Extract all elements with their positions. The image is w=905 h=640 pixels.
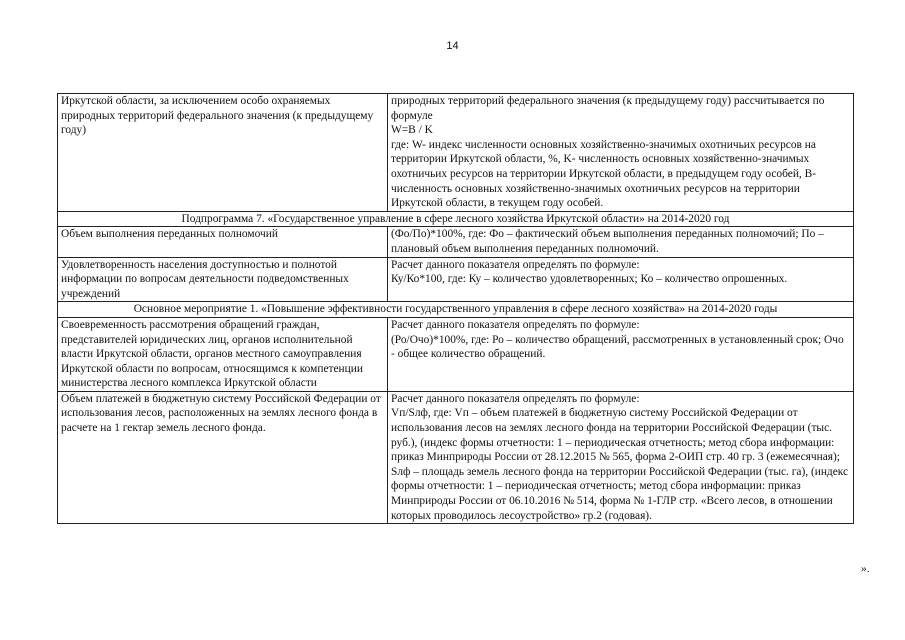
formula-text: (Ро/Очо)*100%, где: Ро – количество обращений, рассмотренных в установленный срок; Очо - общее количество обращений. xyxy=(391,333,844,361)
formula-expression: W=B / K xyxy=(391,124,433,137)
formula-text: Sлф – площадь земель лесного фонда на территории Российской Федерации (тыс. га), (индекс формы отчетности: 1 – периодическая отчетность; метод сбора информации: приказ Минприроды России от 06.10.2016 № 514, форма № 1-ГЛР стр. «Всего лесов, в отношении которых проводилось лесоустройство» гр.2 (годовая). xyxy=(391,465,849,522)
table-row xyxy=(58,94,854,212)
section-row xyxy=(58,211,854,227)
indicator-name-cell: Иркутской области, за исключением особо охраняемых природных территорий федерального значения (к предыдущему году) xyxy=(58,94,388,212)
indicator-name-cell: Объем выполнения переданных полномочий xyxy=(58,227,388,257)
indicator-name-cell: Объем платежей в бюджетную систему Российской Федерации от использования лесов, расположенных на землях лесного фонда в расчете на 1 гектар земель лесного фонда. xyxy=(58,391,388,523)
formula-text: Расчет данного показателя определять по формуле: xyxy=(391,318,640,331)
formula-cell xyxy=(388,317,854,391)
formula-cell xyxy=(388,391,854,523)
subprogram-heading: Подпрограмма 7. «Государственное управление в сфере лесного хозяйства Иркутской области» на 2014-2020 год xyxy=(58,211,854,227)
formula-cell xyxy=(388,94,854,212)
closing-quote-mark: ». xyxy=(861,563,870,575)
main-activity-heading: Основное мероприятие 1. «Повышение эффективности государственного управления в сфере лесного хозяйства» на 2014-2020 годы xyxy=(58,302,854,318)
table-row xyxy=(58,227,854,257)
indicator-table xyxy=(57,93,854,524)
indicator-name-cell: Удовлетворенность населения доступностью и полнотой информации по вопросам деятельности подведомственных учреждений xyxy=(58,257,388,302)
table-row xyxy=(58,391,854,523)
formula-text: Расчет данного показателя определять по формуле: xyxy=(391,258,640,271)
formula-text: Ку/Ко*100, где: Ку – количество удовлетворенных; Ко – количество опрошенных. xyxy=(391,273,788,286)
indicator-name-cell: Своевременность рассмотрения обращений граждан, представителей юридических лиц, органов исполнительной власти Иркутской области, органов местного самоуправления Иркутской области по вопросам, относящимся к компетенции министерства лесного комплекса Иркутской области xyxy=(58,317,388,391)
formula-text: (Фо/По)*100%, где: Фо – фактический объем выполнения переданных полномочий; По – плановый объем выполнения переданных полномочий. xyxy=(391,228,824,255)
formula-text: где: W- индекс численности основных хозяйственно-значимых охотничьих ресурсов на территории Иркутской области, %, K- численность основных хозяйственно-значимых охотничьих ресурсов на территории Иркутской области, в предыдущем году особей, B- численность основных хозяйственно-значимых охотничьих ресурсов на территории Иркутской области, в текущем году особей. xyxy=(391,138,817,210)
section-row xyxy=(58,302,854,318)
table-row xyxy=(58,257,854,302)
formula-text: природных территорий федерального значения (к предыдущему году) рассчитывается по формуле xyxy=(391,95,825,122)
formula-cell xyxy=(388,257,854,302)
formula-text: Расчет данного показателя определять по формуле: xyxy=(391,392,640,405)
formula-cell xyxy=(388,227,854,257)
page-number: 14 xyxy=(446,40,459,52)
table-row xyxy=(58,317,854,391)
formula-text: Vп/Sлф, где: Vп – объем платежей в бюджетную систему Российской Федерации от использования лесов на землях лесного фонда на территории Российской Федерации (тыс. руб.), (индекс формы отчетности: 1 – периодическая отчетность; метод сбора информации: приказ Минприроды России от 28.12.2015 № 565, форма 2-ОИП стр. 40 гр. 3 (ежемесячная); xyxy=(391,407,840,464)
